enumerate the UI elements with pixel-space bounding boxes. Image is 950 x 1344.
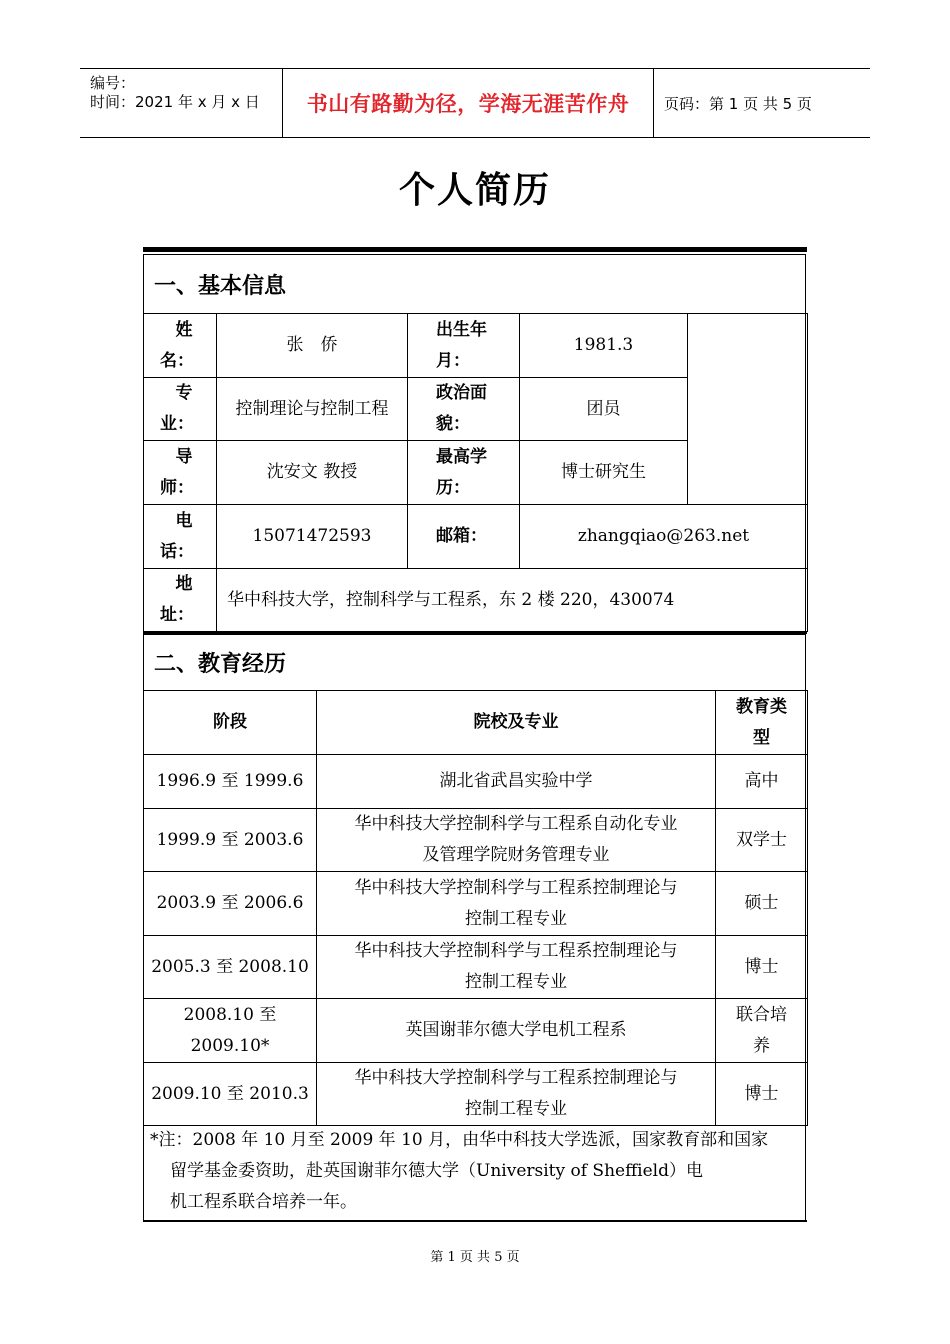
school-cell: 华中科技大学控制科学与工程系控制理论与 控制工程专业 — [317, 1063, 716, 1126]
birth-value: 1981.3 — [520, 314, 688, 378]
stage-cell: 1996.9 至 1999.6 — [144, 755, 317, 809]
note-line: 留学基金委资助，赴英国谢菲尔德大学（University of Sheffield）电 — [170, 1161, 703, 1181]
page-title: 个人简历 — [398, 170, 551, 211]
type-cell: 联合培 养 — [716, 999, 808, 1063]
basic-section-title: 一、基本信息 — [154, 274, 287, 299]
type-cell: 高中 — [716, 755, 808, 809]
school-cell: 华中科技大学控制科学与工程系控制理论与 控制工程专业 — [317, 872, 716, 936]
header-meta — [80, 69, 283, 137]
school-cell: 湖北省武昌实验中学 — [317, 755, 716, 809]
note-line: 机工程系联合培养一年。 — [170, 1192, 357, 1212]
page-info: 页码：第 1 页 共 5 页 — [664, 94, 812, 113]
school-cell: 华中科技大学控制科学与工程系自动化专业 及管理学院财务管理专业 — [317, 809, 716, 872]
major-label: 专 业： — [144, 378, 217, 441]
stage-cell: 2005.3 至 2008.10 — [144, 936, 317, 999]
politics-label: 政治面 貌： — [408, 378, 520, 441]
photo-cell — [688, 314, 808, 505]
basic-row — [144, 505, 808, 569]
school-cell: 华中科技大学控制科学与工程系控制理论与 控制工程专业 — [317, 936, 716, 999]
basic-info-table — [143, 313, 808, 632]
education-section-title: 二、教育经历 — [154, 652, 287, 677]
stage-cell: 2009.10 至 2010.3 — [144, 1063, 317, 1126]
page-footer: 第 1 页 共 5 页 — [430, 1250, 520, 1265]
motto: 书山有路勤为径，学海无涯苦作舟 — [306, 92, 630, 116]
name-label: 姓 名： — [144, 314, 217, 378]
header-page-cell — [654, 69, 870, 137]
degree-value: 博士研究生 — [520, 441, 688, 505]
note-line: *注：2008 年 10 月至 2009 年 10 月，由华中科技大学选派，国家教育部和国家 — [150, 1130, 769, 1150]
type-cell: 博士 — [716, 1063, 808, 1126]
header-motto-cell — [283, 69, 654, 137]
address-value: 华中科技大学，控制科学与工程系，东 2 楼 220，430074 — [217, 569, 808, 632]
politics-value: 团员 — [520, 378, 688, 441]
education-note — [150, 1125, 800, 1218]
table-row — [144, 999, 808, 1063]
time-label: 时间：2021 年 x 月 x 日 — [90, 93, 260, 111]
address-label: 地 址： — [144, 569, 217, 632]
type-cell: 双学士 — [716, 809, 808, 872]
email-value: zhangqiao@263.net — [520, 505, 808, 569]
type-header: 教育类 型 — [716, 691, 808, 755]
table-row — [144, 809, 808, 872]
stage-cell: 1999.9 至 2003.6 — [144, 809, 317, 872]
education-table — [143, 690, 808, 1126]
major-value: 控制理论与控制工程 — [217, 378, 408, 441]
stage-cell: 2003.9 至 2006.6 — [144, 872, 317, 936]
degree-label: 最高学 历： — [408, 441, 520, 505]
advisor-value: 沈安文 教授 — [217, 441, 408, 505]
stage-cell: 2008.10 至 2009.10* — [144, 999, 317, 1063]
type-cell: 硕士 — [716, 872, 808, 936]
table-row — [144, 936, 808, 999]
school-cell: 英国谢菲尔德大学电机工程系 — [317, 999, 716, 1063]
table-row — [144, 1063, 808, 1126]
bottom-rule — [143, 1220, 807, 1222]
birth-label: 出生年 月： — [408, 314, 520, 378]
stage-header: 阶段 — [144, 691, 317, 755]
email-label: 邮箱： — [408, 505, 520, 569]
type-cell: 博士 — [716, 936, 808, 999]
table-row — [144, 755, 808, 809]
table-row — [144, 872, 808, 936]
basic-row — [144, 314, 808, 378]
school-header: 院校及专业 — [317, 691, 716, 755]
basic-row — [144, 569, 808, 632]
advisor-label: 导 师： — [144, 441, 217, 505]
education-header-row — [144, 691, 808, 755]
top-rule — [143, 247, 807, 252]
name-value: 张 侨 — [217, 314, 408, 378]
phone-label: 电 话： — [144, 505, 217, 569]
phone-value: 15071472593 — [217, 505, 408, 569]
page-header — [80, 68, 870, 138]
number-label: 编号： — [90, 74, 136, 92]
